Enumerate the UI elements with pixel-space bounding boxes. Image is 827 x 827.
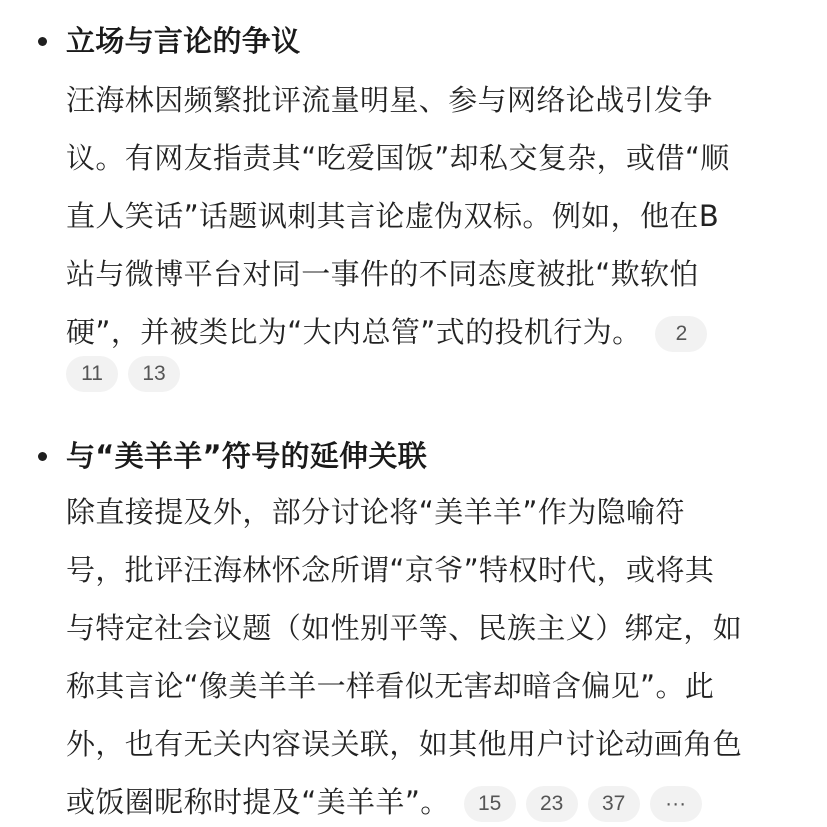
- section-paragraph: [66, 483, 742, 827]
- paragraph-line-last: [66, 773, 742, 827]
- paragraph-line-text: 硬”，并被类比为“大内总管”式的投机行为。: [66, 315, 642, 349]
- citation-badge[interactable]: 2: [655, 316, 707, 352]
- paragraph-line: 汪海林因频繁批评流量明星、参与网络论战引发争: [66, 83, 713, 117]
- citation-badge[interactable]: 11: [66, 356, 118, 392]
- paragraph-line-last: [66, 303, 730, 361]
- paragraph-line: 议。有网友指责其“吃爱国饭”却私交复杂，或借“顺: [66, 141, 730, 175]
- paragraph-line: 除直接提及外，部分讨论将“美羊羊”作为隐喻符: [66, 495, 685, 529]
- paragraph-line: 外，也有无关内容误关联，如其他用户讨论动画角色: [66, 727, 743, 761]
- citation-badge[interactable]: 37: [588, 786, 640, 822]
- paragraph-line: 与特定社会议题（如性别平等、民族主义）绑定，如: [66, 611, 743, 645]
- section-paragraph: [66, 71, 730, 361]
- citation-badge[interactable]: 23: [526, 786, 578, 822]
- section-heading: 立场与言论的争议: [66, 24, 301, 58]
- paragraph-line: 号，批评汪海林怀念所谓“京爷”特权时代，或将其: [66, 553, 715, 587]
- bullet-icon: [38, 452, 47, 461]
- citation-badge[interactable]: 15: [464, 786, 516, 822]
- paragraph-line: 直人笑话”话题讽刺其言论虚伪双标。例如，他在B: [66, 199, 720, 233]
- section-heading: 与“美羊羊”符号的延伸关联: [66, 439, 428, 473]
- paragraph-line-text: 或饭圈昵称时提及“美羊羊”。: [66, 785, 450, 819]
- paragraph-line: 称其言论“像美羊羊一样看似无害却暗含偏见”。此: [66, 669, 715, 703]
- paragraph-line: 站与微博平台对同一事件的不同态度被批“欺软怕: [66, 257, 699, 291]
- citation-badge[interactable]: 13: [128, 356, 180, 392]
- bullet-icon: [38, 37, 47, 46]
- more-citations-button[interactable]: ···: [650, 786, 702, 822]
- citation-row: [66, 356, 190, 392]
